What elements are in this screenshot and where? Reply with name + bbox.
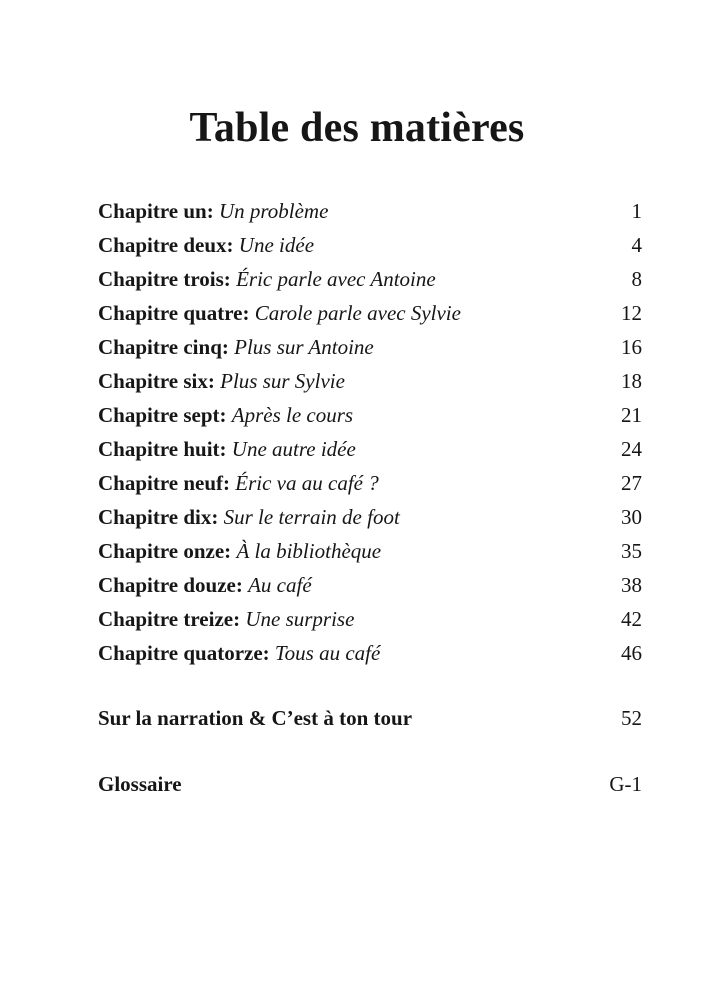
chapter-subtitle: Après le cours: [231, 403, 354, 427]
chapter-subtitle: Carole parle avec Sylvie: [254, 301, 461, 325]
chapter-subtitle: Une surprise: [245, 607, 355, 631]
toc-entry-label: [98, 262, 436, 296]
page-number: 4: [631, 233, 642, 257]
chapter-name: Chapitre deux:: [98, 233, 234, 257]
toc-row: [98, 602, 642, 636]
chapter-name: Chapitre un:: [98, 199, 214, 223]
toc-row: [98, 262, 642, 296]
chapter-name: Chapitre quatorze:: [98, 641, 270, 665]
page-number: 30: [621, 505, 642, 529]
toc-entry-label: [98, 364, 345, 398]
toc-entry-label: [98, 534, 381, 568]
chapter-subtitle: Une autre idée: [231, 437, 356, 461]
toc-row: [98, 398, 642, 432]
chapter-name: Chapitre six:: [98, 369, 215, 393]
chapter-name: Chapitre treize:: [98, 607, 241, 631]
toc-entry-label: Glossaire: [98, 772, 182, 796]
chapter-subtitle: Éric va au café ?: [235, 471, 379, 495]
toc-entry-label: Sur la narration & C’est à ton tour: [98, 706, 413, 730]
page-title: Table des matières: [189, 105, 525, 151]
page-number: 16: [621, 335, 642, 359]
page-number: G-1: [609, 772, 642, 796]
page-number: 12: [621, 301, 642, 325]
toc-row: [98, 364, 642, 398]
page-number: 27: [621, 471, 642, 495]
page-number: 46: [621, 641, 642, 665]
page-number: 21: [621, 403, 642, 427]
table-of-contents: [98, 194, 642, 670]
toc-row: [98, 466, 642, 500]
page-number: 24: [621, 437, 642, 461]
toc-entry-label: [98, 636, 380, 670]
toc-row: [98, 500, 642, 534]
toc-entry-label: [98, 194, 328, 228]
chapter-subtitle: Plus sur Sylvie: [220, 369, 345, 393]
toc-entry-label: [98, 330, 374, 364]
toc-entry-label: [98, 602, 354, 636]
chapter-subtitle: À la bibliothèque: [236, 539, 382, 563]
chapter-name: Chapitre onze:: [98, 539, 232, 563]
chapter-subtitle: Tous au café: [274, 641, 381, 665]
glossary-section: [98, 767, 642, 801]
toc-row: [98, 296, 642, 330]
page-number: 8: [631, 267, 642, 291]
chapter-name: Chapitre cinq:: [98, 335, 229, 359]
toc-row: [98, 228, 642, 262]
chapter-name: Chapitre quatre:: [98, 301, 250, 325]
chapter-name: Chapitre trois:: [98, 267, 231, 291]
page-number: 1: [631, 199, 642, 223]
narration-section: [98, 701, 642, 735]
toc-row: [98, 767, 642, 801]
toc-row: [98, 701, 642, 735]
page-number: 35: [621, 539, 642, 563]
chapter-name: Chapitre huit:: [98, 437, 227, 461]
toc-entry-label: [98, 500, 400, 534]
chapter-name: Chapitre neuf:: [98, 471, 231, 495]
toc-row: [98, 432, 642, 466]
chapter-subtitle: Au café: [248, 573, 312, 597]
chapter-name: Chapitre douze:: [98, 573, 243, 597]
chapter-subtitle: Plus sur Antoine: [234, 335, 374, 359]
chapter-name: Chapitre dix:: [98, 505, 219, 529]
toc-row: [98, 534, 642, 568]
page-number: 38: [621, 573, 642, 597]
toc-entry-label: [98, 398, 353, 432]
page-number: 18: [621, 369, 642, 393]
toc-row: [98, 568, 642, 602]
toc-row: [98, 636, 642, 670]
toc-entry-label: [98, 466, 379, 500]
page-number: 42: [621, 607, 642, 631]
page-number: 52: [621, 706, 642, 730]
toc-entry-label: [98, 432, 356, 466]
chapter-name: Chapitre sept:: [98, 403, 227, 427]
toc-row: [98, 194, 642, 228]
chapter-subtitle: Sur le terrain de foot: [223, 505, 400, 529]
toc-entry-label: [98, 296, 461, 330]
chapter-subtitle: Un problème: [218, 199, 329, 223]
toc-row: [98, 330, 642, 364]
toc-entry-label: [98, 228, 314, 262]
chapter-subtitle: Une idée: [238, 233, 315, 257]
toc-entry-label: [98, 568, 312, 602]
chapter-subtitle: Éric parle avec Antoine: [236, 267, 436, 291]
